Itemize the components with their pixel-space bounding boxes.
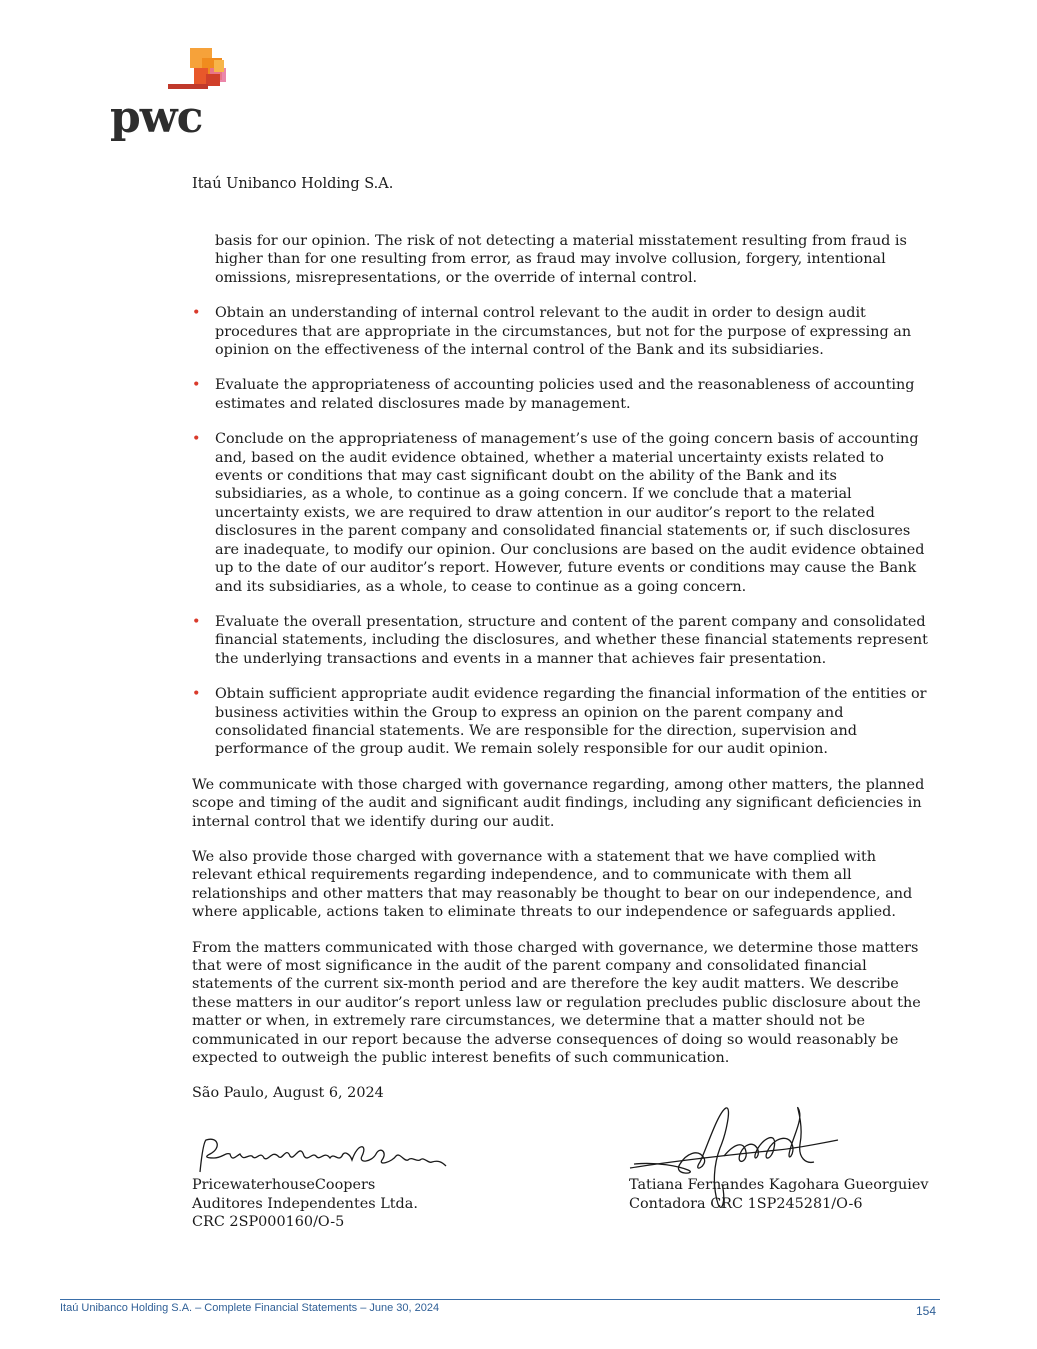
company-name: Itaú Unibanco Holding S.A. — [192, 176, 394, 192]
report-body — [192, 232, 930, 1103]
bullet-text: Evaluate the overall presentation, structure and content of the parent company and consolidated financial statements, including the disclosures, and whether these financial statements represent the underlying transactions and events in a manner that achieves fair presentation. — [215, 613, 928, 667]
bullet-marker: • — [192, 686, 201, 703]
bullet-text: Conclude on the appropriateness of management’s use of the going concern basis of accounting and, based on the audit evidence obtained, whether a material uncertainty exists related to events or conditions that may cast significant doubt on the ability of the Bank and its subsidiaries, as a whole, to continue as a going concern. If we conclude that a material uncertainty exists, we are required to draw attention in our auditor’s report to the related disclosures in the parent company and consolidated financial statements or, if such disclosures are inadequate, to modify our opinion. Our conclusions are based on the audit evidence obtained up to the date of our auditor’s report. However, future events or conditions may cause the Bank and its subsidiaries, as a whole, to cease to continue as a going concern. — [215, 431, 925, 595]
signatory-crc: Contadora CRC 1SP245281/O-6 — [629, 1195, 863, 1212]
pwc-logo — [110, 44, 240, 144]
bullet-text: Obtain sufficient appropriate audit evidence regarding the financial information of the entities or business activities within the Group to express an opinion on the parent company and consolidated financial statements. We are responsible for the direction, supervision and performance of the group audit. We remain solely responsible for our audit opinion. — [215, 686, 927, 758]
firm-crc: CRC 2SP000160/O-5 — [192, 1214, 345, 1230]
bullet-marker: • — [192, 613, 201, 630]
independence-paragraph: We also provide those charged with governance with a statement that we have complied with relevant ethical requirements regarding independence, and to communicate with them all relationships and other matters that may reasonably be thought to bear on our independence, and where applicable, actions taken to eliminate threats to our independence or safeguards applied. — [192, 848, 913, 921]
intro-paragraph: basis for our opinion. The risk of not detecting a material misstatement resulting from fraud is higher than for one resulting from error, as fraud may involve collusion, forgery, intentional omissions, misrepresentations, or the override of internal control. — [215, 233, 907, 286]
footer-text: Itaú Unibanco Holding S.A. – Complete Financial Statements – June 30, 2024 — [60, 1302, 440, 1314]
list-item — [192, 430, 930, 596]
pwc-signature-image — [192, 1132, 452, 1178]
bullet-text: Obtain an understanding of internal control relevant to the audit in order to design audit procedures that are appropriate in the circumstances, but not for the purpose of expressing an opinion on the effectiveness of the internal control of the Bank and its subsidiaries. — [215, 305, 912, 359]
place-date: São Paulo, August 6, 2024 — [192, 1085, 384, 1102]
page-number: 154 — [916, 1304, 937, 1318]
firm-name: PricewaterhouseCoopers — [192, 1177, 376, 1193]
list-item — [192, 685, 930, 759]
firm-type: Auditores Independentes Ltda. — [192, 1195, 418, 1212]
list-item — [192, 304, 930, 359]
list-item — [192, 613, 930, 668]
bullet-marker: • — [192, 431, 201, 448]
list-item — [192, 376, 930, 413]
right-signatory — [629, 1176, 928, 1213]
logo-wordmark: pwc — [110, 92, 203, 143]
left-signatory — [192, 1176, 418, 1232]
bullet-text: Evaluate the appropriateness of accounting policies used and the reasonableness of accounting estimates and related disclosures made by management. — [215, 377, 915, 412]
bullet-marker: • — [192, 377, 201, 394]
footer-divider — [60, 1299, 940, 1300]
bullet-marker: • — [192, 305, 201, 322]
governance-paragraph: We communicate with those charged with governance regarding, among other matters, the planned scope and timing of the audit and significant audit findings, including any significant deficiencies in internal control that we identify during our audit. — [192, 776, 925, 830]
signatory-name: Tatiana Fernandes Kagohara Gueorguiev — [629, 1177, 929, 1193]
key-audit-matters-paragraph: From the matters communicated with those charged with governance, we determine those matters that were of most significance in the audit of the parent company and consolidated financial statements of the current six-month period and are therefore the key audit matters. We describe these matters in our auditor’s report unless law or regulation precludes public disclosure about the matter or when, in extremely rare circumstances, we determine that a matter should not be communicated in our report because the adverse consequences of doing so would reasonably be expected to outweigh the public interest benefits of such communication. — [192, 939, 921, 1067]
